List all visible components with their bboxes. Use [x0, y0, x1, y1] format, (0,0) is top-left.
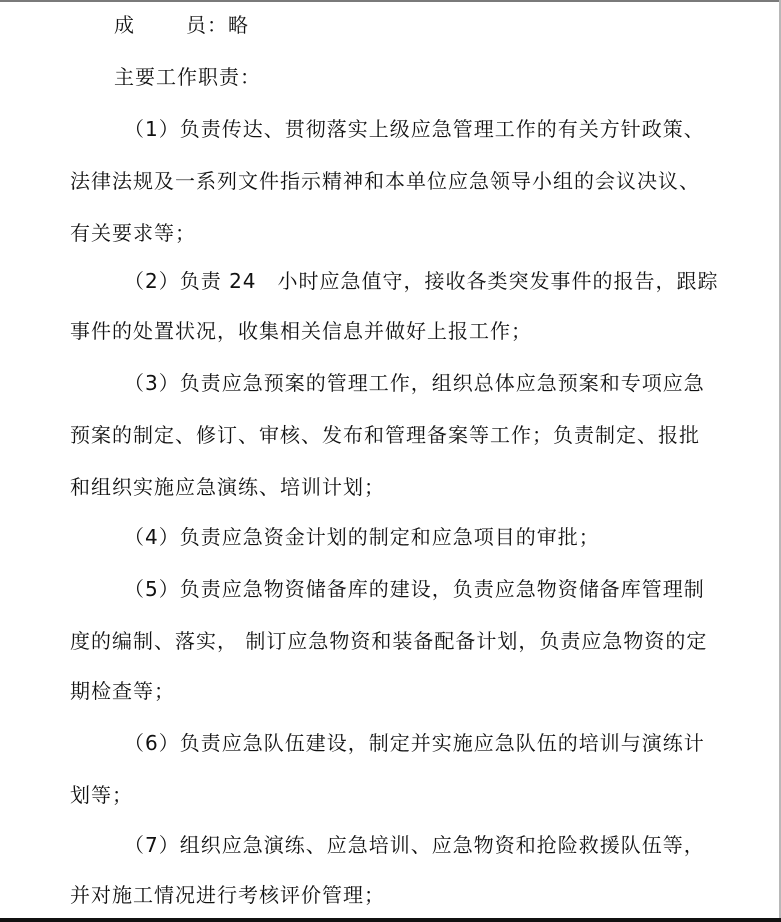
item-5-line-2: 度的编制、落实， 制订应急物资和装备配备计划，负责应急物资的定: [70, 629, 708, 653]
top-border: [0, 0, 781, 2]
item-5-line-3: 期检查等；: [70, 679, 175, 703]
bottom-border: [0, 918, 781, 922]
duties-heading: 主要工作职责：: [114, 65, 261, 89]
item-7-line-2: 并对施工情况进行考核评价管理；: [70, 883, 385, 907]
item-2-line-2: 事件的处置状况，收集相关信息并做好上报工作；: [70, 319, 532, 343]
item-1-line-1: （1）负责传达、贯彻落实上级应急管理工作的有关方针政策、: [124, 117, 705, 141]
item-6-line-1: （6）负责应急队伍建设，制定并实施应急队伍的培训与演练计: [124, 731, 705, 755]
item-3-line-3: 和组织实施应急演练、培训计划；: [70, 475, 385, 499]
item-4-line-1: （4）负责应急资金计划的制定和应急项目的审批；: [124, 525, 600, 549]
item-6-line-2: 划等；: [70, 783, 133, 807]
members-label: 成: [114, 13, 182, 37]
item-3-line-1: （3）负责应急预案的管理工作，组织总体应急预案和专项应急: [124, 371, 705, 395]
item-2-line-1: （2）负责 24 小时应急值守，接收各类突发事件的报告，跟踪: [124, 269, 719, 293]
members-value: 员：略: [186, 13, 249, 37]
item-5-line-1: （5）负责应急物资储备库的建设，负责应急物资储备库管理制: [124, 577, 705, 601]
item-3-line-2: 预案的制定、修订、审核、发布和管理备案等工作；负责制定、报批: [70, 423, 700, 447]
item-7-line-1: （7）组织应急演练、应急培训、应急物资和抢险救援队伍等，: [124, 833, 705, 857]
item-1-line-3: 有关要求等；: [70, 221, 196, 245]
item-1-line-2: 法律法规及一系列文件指示精神和本单位应急领导小组的会议决议、: [70, 169, 700, 193]
